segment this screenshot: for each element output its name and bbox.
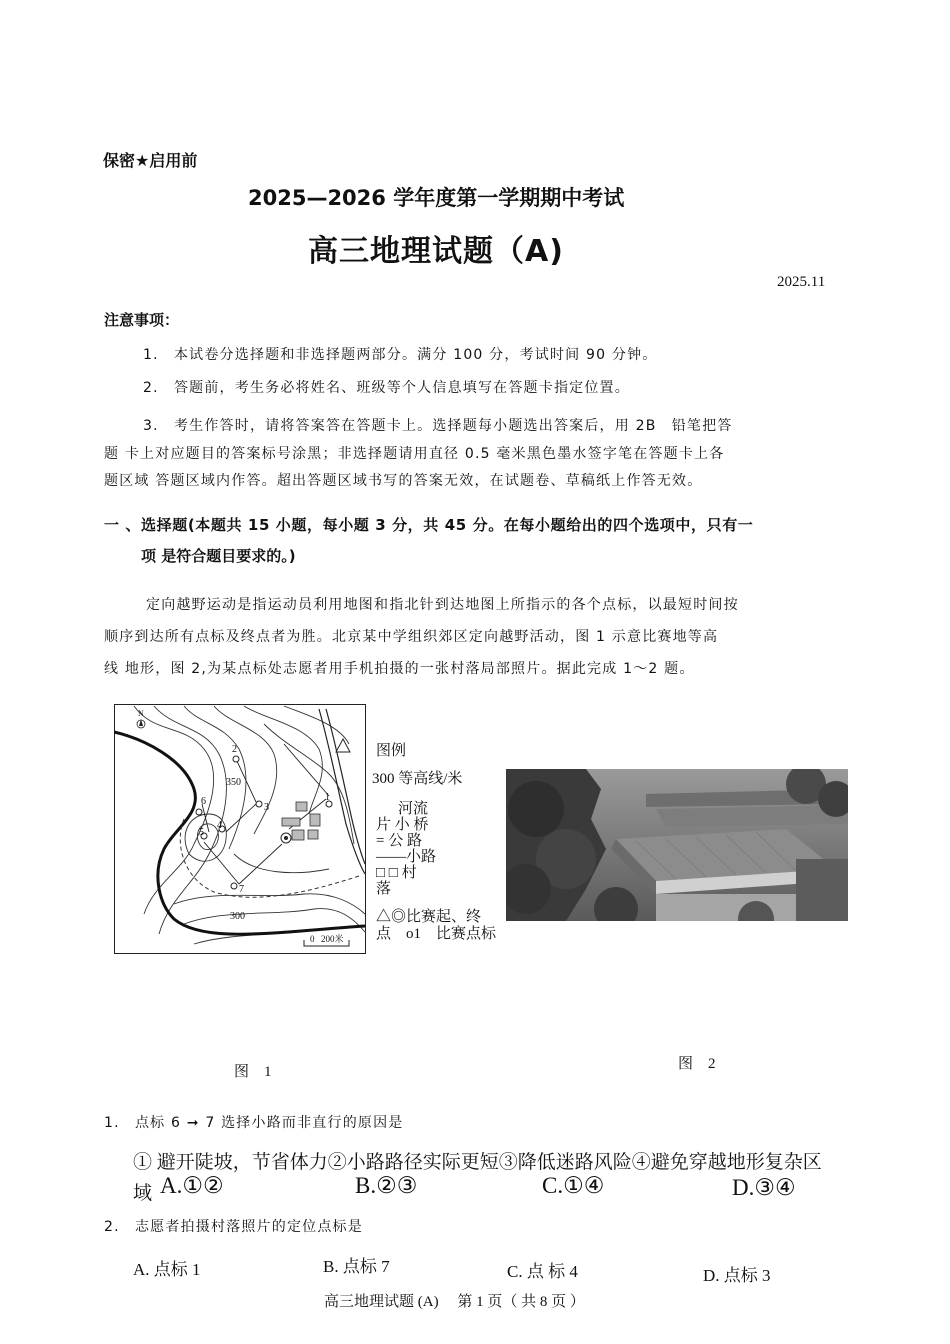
q2-option-d[interactable]: D. 点标 3 — [703, 1266, 771, 1285]
figure-2-caption: 图 2 — [678, 1056, 716, 1072]
notice-item-2: 2. 答题前，考生务必将姓名、班级等个人信息填写在答题卡指定位置。 — [143, 380, 630, 396]
q1-statements: ① 避开陡坡，节省体力②小路路径实际更短③降低迷路风险④避免穿越地形复杂区 — [133, 1152, 822, 1173]
notice-item-3-line-1: 3. 考生作答时，请将答案答在答题卡上。选择题每小题选出答案后，用 2B 铅笔把答 — [143, 418, 733, 434]
page-footer: 高三地理试题 (A) 第 1 页（ 共 8 页 ） — [324, 1294, 585, 1310]
contour-map — [114, 704, 366, 954]
passage-line-3: 线 地形，图 2,为某点标处志愿者用手机拍摄的一张村落局部照片。据此完成 1～2 题。 — [104, 661, 695, 677]
q2-option-b[interactable]: B. 点标 7 — [323, 1257, 390, 1276]
contour-label-350: 350 — [226, 777, 241, 788]
secret-label: 保密★启用前 — [103, 151, 198, 170]
svg-text:200米: 200米 — [321, 934, 344, 944]
q1-option-a[interactable]: A.①② — [160, 1173, 224, 1198]
legend-village-2: 落 — [376, 881, 392, 897]
legend-checkpoint: 点 o1 比赛点标 — [376, 926, 497, 942]
checkpoint-7 — [231, 883, 237, 889]
legend-path: ——小路 — [376, 849, 437, 865]
checkpoint-label: 7 — [239, 884, 244, 895]
q1-stem: 1. 点标 6 ➞ 7 选择小路而非直行的原因是 — [104, 1115, 404, 1131]
svg-text:N: N — [138, 709, 144, 718]
checkpoint-label: 4 — [217, 820, 222, 831]
q2-stem: 2. 志愿者拍摄村落照片的定位点标是 — [104, 1219, 363, 1235]
legend-bridge: 片 小 桥 — [376, 817, 429, 833]
notice-item-1: 1. 本试卷分选择题和非选择题两部分。满分 100 分，考试时间 90 分钟。 — [143, 347, 658, 363]
checkpoint-label: 6 — [201, 796, 206, 807]
q2-option-c[interactable]: C. 点 标 4 — [507, 1262, 578, 1281]
legend-contour: 300 等高线/米 — [372, 771, 463, 787]
notice-item-3-line-3: 题区域 答题区域内作答。超出答题区域书写的答案无效，在试题卷、草稿纸上作答无效。 — [104, 473, 703, 489]
exam-title: 2025—2026 学年度第一学期期中考试 — [248, 186, 625, 210]
checkpoint-label: 1 — [325, 792, 330, 803]
checkpoint-2 — [233, 756, 239, 762]
notice-heading: 注意事项： — [104, 311, 180, 329]
legend-village: □ □ 村 — [376, 865, 417, 881]
subject-title: 高三地理试题（A) — [308, 234, 564, 269]
section-heading-line-2: 项 是符合题目要求的。) — [141, 547, 296, 565]
passage-line-2: 顺序到达所有点标及终点者为胜。北京某中学组织郊区定向越野活动，图 1 示意比赛地等高 — [104, 629, 719, 645]
legend-river: 河流 — [398, 801, 429, 817]
svg-text:0: 0 — [310, 934, 315, 944]
section-heading-line-1: 一 、选择题(本题共 15 小题，每小题 3 分，共 45 分。在每小题给出的四个选项中，只有一 — [104, 516, 754, 534]
checkpoint-label: 5 — [199, 827, 204, 838]
q1-option-c[interactable]: C.①④ — [542, 1173, 605, 1198]
exam-date: 2025.11 — [777, 274, 826, 290]
passage-line-1: 定向越野运动是指运动员利用地图和指北针到达地图上所指示的各个点标，以最短时间按 — [146, 597, 739, 613]
figure-1-caption: 图 1 — [234, 1064, 272, 1080]
checkpoint-6 — [196, 809, 202, 815]
q2-option-a[interactable]: A. 点标 1 — [133, 1260, 201, 1279]
notice-item-3-line-2: 题 卡上对应题目的答案标号涂黑；非选择题请用直径 0.5 毫米黑色墨水签字笔在答题卡上各 — [104, 446, 725, 462]
legend-start-end: △◎比赛起、终 — [376, 909, 482, 925]
checkpoint-label: 2 — [232, 744, 237, 755]
q1-option-d[interactable]: D.③④ — [732, 1175, 796, 1200]
legend-title: 图例 — [376, 743, 407, 759]
checkpoint-3 — [256, 801, 262, 807]
q1-option-b[interactable]: B.②③ — [355, 1173, 418, 1198]
village-photo — [506, 769, 848, 921]
q1-statements-wrap: 域 — [133, 1183, 153, 1204]
legend-road: = 公 路 — [376, 833, 422, 849]
contour-label-300: 300 — [230, 911, 245, 922]
checkpoint-label: 3 — [264, 802, 269, 813]
